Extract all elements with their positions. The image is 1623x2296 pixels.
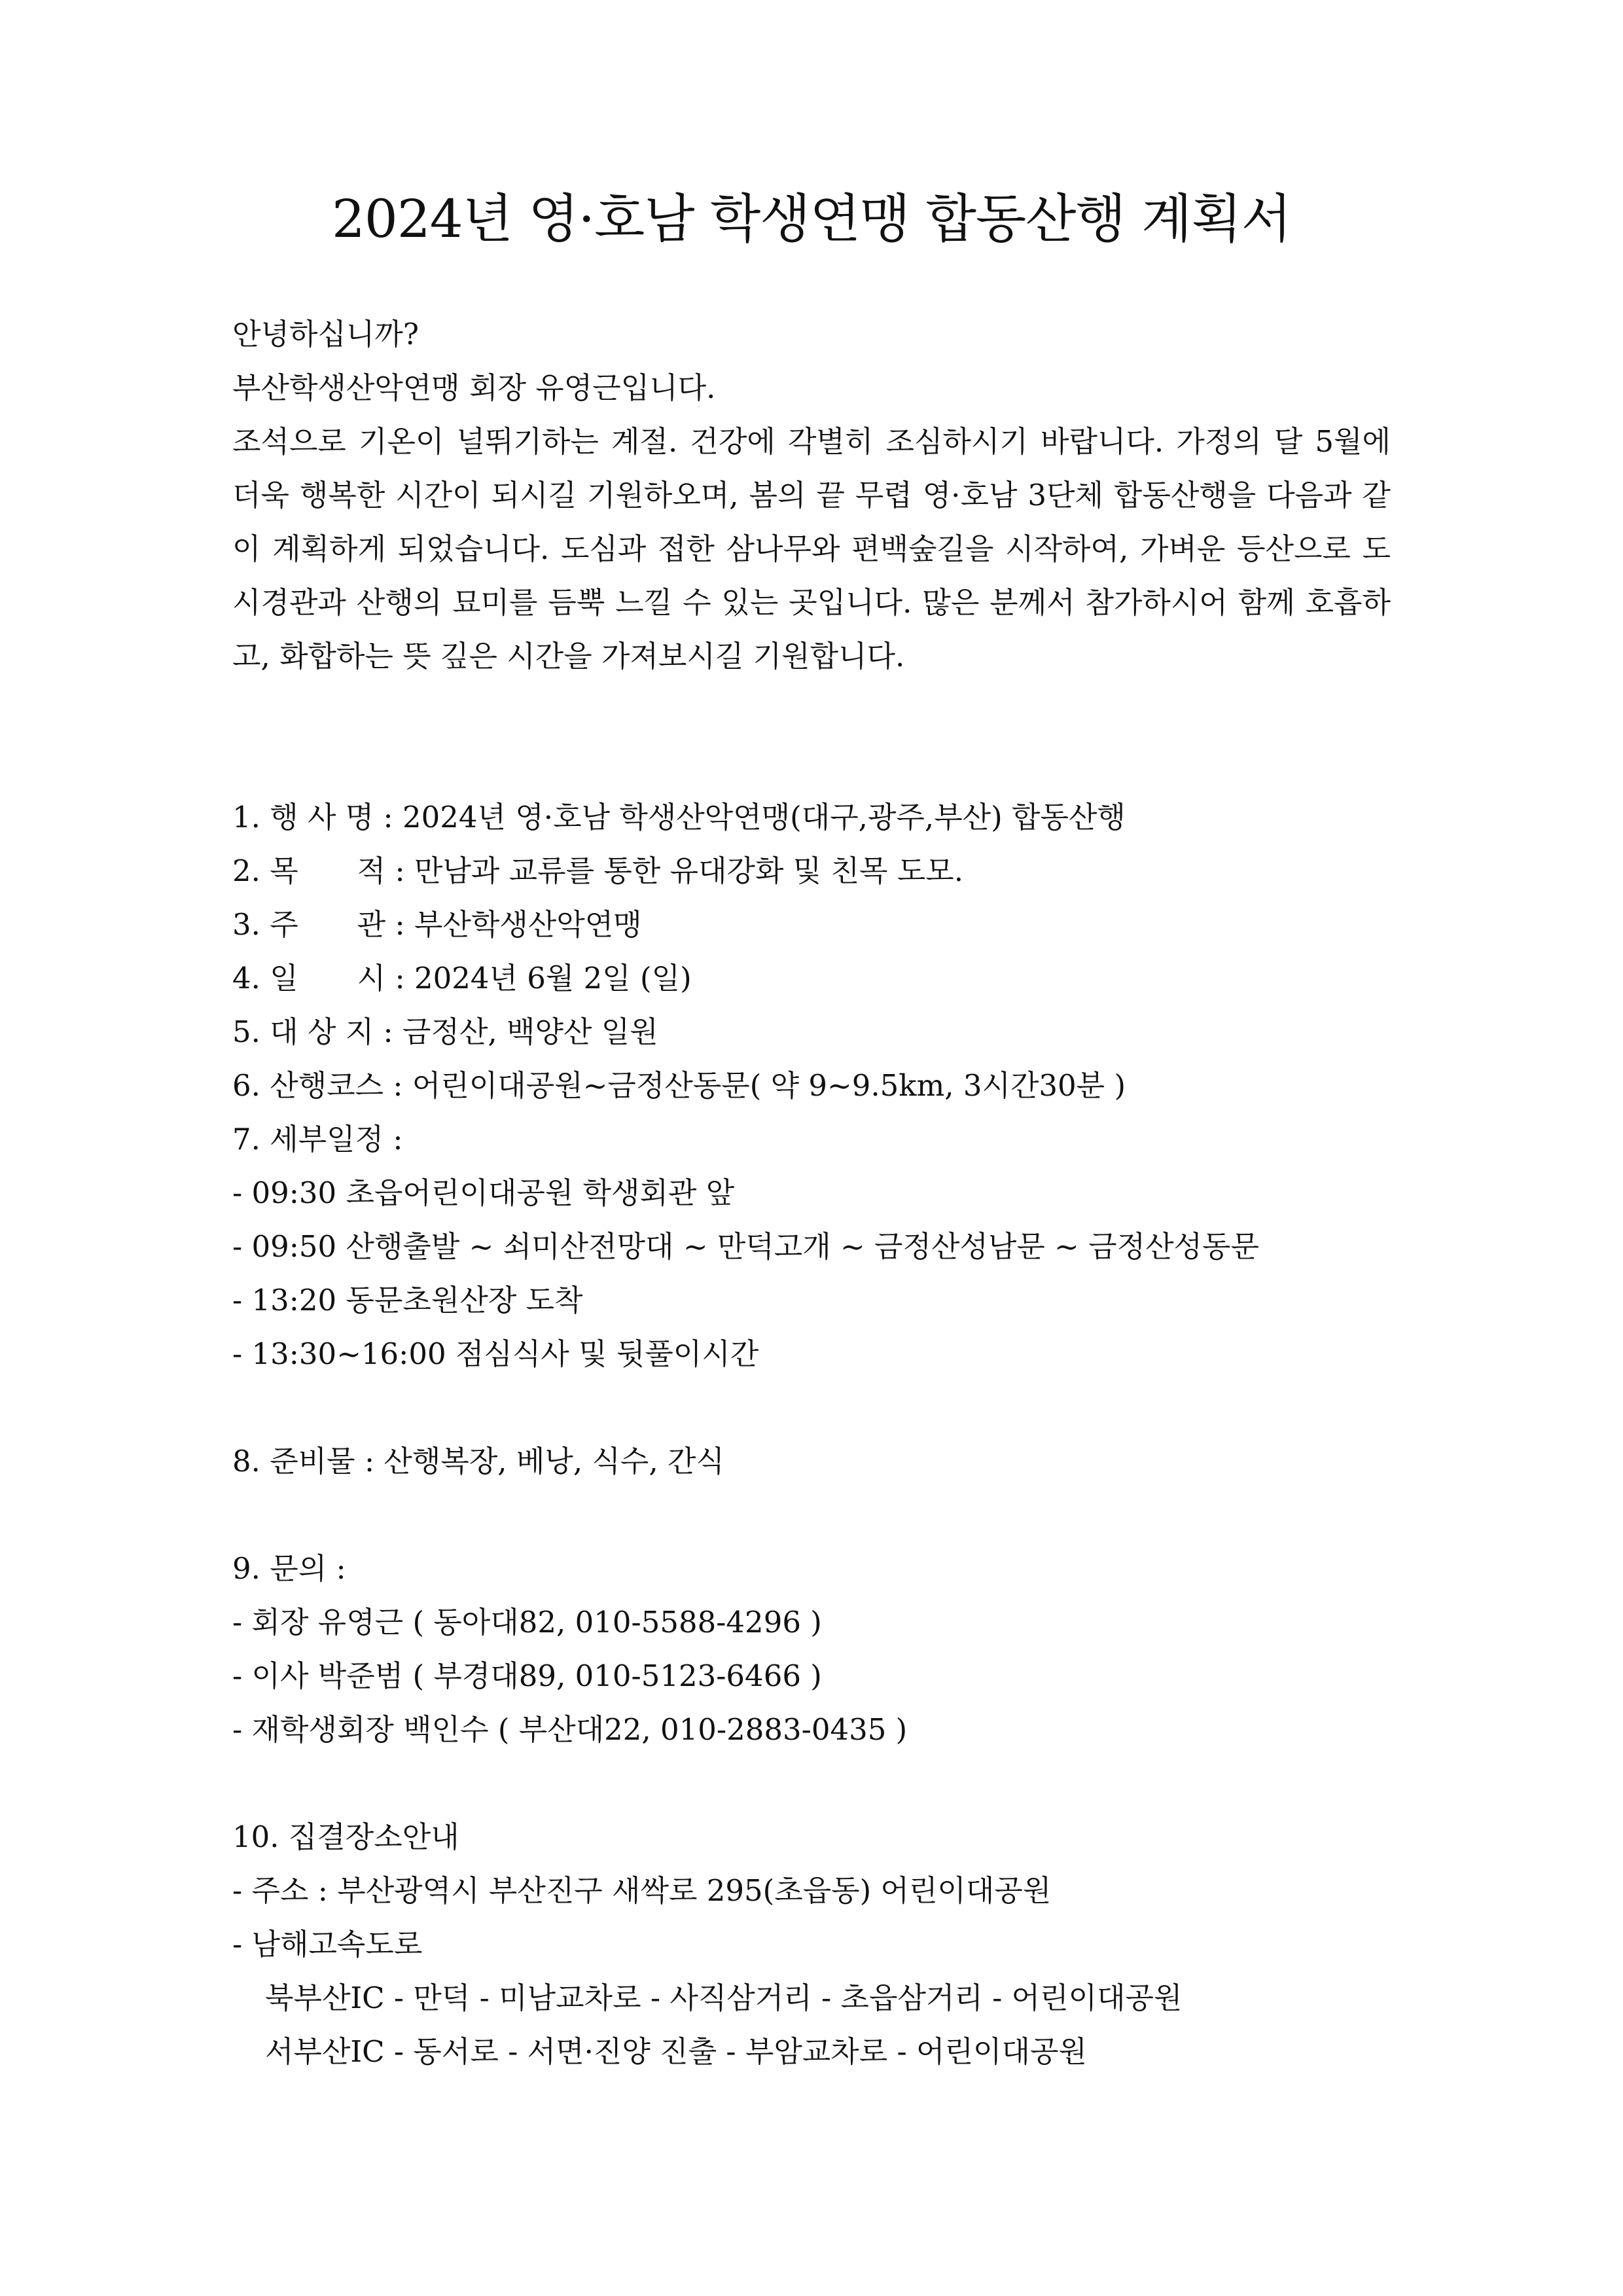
plan-item-date: 4. 일 시 : 2024년 6월 2일 (일) (232, 961, 692, 996)
highway-heading: - 남해고속도로 (232, 1927, 423, 1962)
contact-item: - 재학생회장 백인수 ( 부산대22, 010-2883-0435 ) (232, 1712, 908, 1747)
document-body (232, 308, 1391, 2079)
schedule-item: - 09:50 산행출발 ~ 쇠미산전망대 ~ 만덕고개 ~ 금정산성남문 ~ 금정산성동문 (232, 1229, 1259, 1264)
spacer (232, 1488, 1391, 1542)
meeting-address: - 주소 : 부산광역시 부산진구 새싹로 295(초읍동) 어린이대공원 (232, 1873, 1052, 1908)
plan-item-event-name: 1. 행 사 명 : 2024년 영·호남 학생산악연맹(대구,광주,부산) 합동산행 (232, 800, 1126, 834)
plan-items (232, 791, 1391, 1166)
greeting-line: 안녕하십니까? (232, 317, 419, 351)
meeting-heading: 10. 집결장소안내 (232, 1820, 459, 1854)
schedule-item: - 09:30 초읍어린이대공원 학생회관 앞 (232, 1175, 735, 1210)
intro-line: 부산학생산악연맹 회장 유영근입니다. (232, 370, 716, 405)
spacer (232, 1757, 1391, 1810)
contact-heading: 9. 문의 : (232, 1551, 346, 1586)
route-item: 북부산IC - 만덕 - 미남교차로 - 사직삼거리 - 초읍삼거리 - 어린이대공원 (265, 1981, 1183, 2015)
schedule-list (232, 1166, 1391, 1381)
body-paragraph: 조석으로 기온이 널뛰기하는 계절. 건강에 각별히 조심하시기 바랍니다. 가정의 달 5월에 더욱 행복한 시간이 되시길 기원하오며, 봄의 끝 무렵 영·호남 3단체 합동산행을 다음과 같이 계획하게 되었습니다. 도심과 접한 삼나무와 편백숲길을 시작하여, 가벼운 등산으로 도시경관과 산행의 묘미를 듬뿍 느낄 수 있는 곳입니다. 많은 분께서 참가하시어 함께 호흡하고, 화합하는 뜻 깊은 시간을 가져보시길 기원합니다. (232, 424, 1391, 673)
route-item: 서부산IC - 동서로 - 서면·진양 진출 - 부암교차로 - 어린이대공원 (265, 2034, 1087, 2069)
spacer (232, 1381, 1391, 1435)
plan-item-organizer: 3. 주 관 : 부산학생산악연맹 (232, 907, 642, 942)
document-title: 2024년 영·호남 학생연맹 합동산행 계획서 (332, 188, 1291, 249)
supplies-line: 8. 준비물 : 산행복장, 베낭, 식수, 간식 (232, 1444, 724, 1479)
spacer (232, 683, 1391, 791)
contact-item: - 이사 박준범 ( 부경대89, 010-5123-6466 ) (232, 1659, 822, 1693)
contact-item: - 회장 유영근 ( 동아대82, 010-5588-4296 ) (232, 1605, 822, 1640)
plan-item-course: 6. 산행코스 : 어린이대공원~금정산동문( 약 9~9.5km, 3시간30분 ) (232, 1068, 1126, 1103)
plan-item-purpose: 2. 목 적 : 만남과 교류를 통한 유대강화 및 친목 도모. (232, 853, 964, 888)
plan-item-schedule-heading: 7. 세부일정 : (232, 1122, 403, 1157)
schedule-item: - 13:20 동문초원산장 도착 (232, 1283, 583, 1318)
contact-list (232, 1596, 1391, 1757)
plan-item-destination: 5. 대 상 지 : 금정산, 백양산 일원 (232, 1014, 658, 1049)
schedule-item: - 13:30~16:00 점심식사 및 뒷풀이시간 (232, 1336, 759, 1371)
